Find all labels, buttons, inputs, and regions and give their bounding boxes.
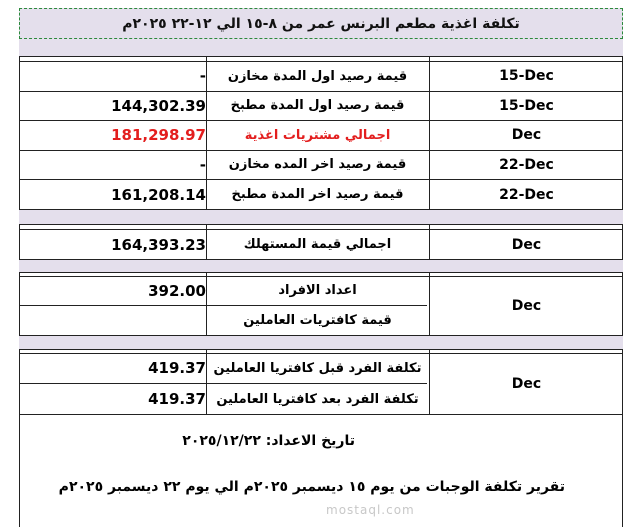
consumption-label: اجمالي قيمة المستهلك [243,237,392,252]
spacer-band [19,39,623,56]
row-value: 161,208.14 [111,185,206,204]
row-value: 144,302.39 [111,96,206,115]
report-summary: تقرير تكلفة الوجبات من يوم ١٥ ديسمبر ٢٠٢٥م الي يوم ٢٢ ديسمبر ٢٠٢٥م [58,479,565,495]
cost-before-label: تكلفة الفرد قبل كافتريا العاملين [213,360,422,376]
consumption-value: 164,393.23 [111,235,206,254]
cost-before-value: 419.37 [148,359,206,377]
date-cell: 22-Dec [499,156,554,173]
opening-closing-table [19,56,623,210]
spacer-band [19,210,623,224]
cost-after-value: 419.37 [148,390,206,408]
purchases-value: 181,298.97 [111,126,206,144]
cafeteria-label: قيمة كافتريات العاملين [243,313,392,328]
headcount-label: اعداد الافراد [278,283,357,298]
purchases-label: اجمالي مشتريات اغذية [244,127,391,143]
watermark: mostaql.com [326,503,415,517]
prep-date-value: ٢٠٢٥/١٢/٢٢ [182,433,261,449]
date-cell: Dec [511,127,542,143]
date-cell: Dec [511,298,542,314]
date-cell: 15-Dec [499,97,554,114]
row-label: قيمة رصيد اخر المده مخازن [228,157,407,172]
row-value: - [199,155,206,174]
per-person-table [19,349,623,415]
spacer-band [19,260,623,272]
cafeteria-value [20,305,218,336]
row-label: قيمة رصيد اول المدة مطبخ [230,98,405,113]
footer-area [19,415,623,527]
report-title: تكلفة اغذية مطعم البرنس عمر من ٨-١٥ الي ١٢-٢٢ ٢٠٢٥م [19,8,623,39]
date-cell: 22-Dec [499,186,554,203]
prep-date-line [125,433,355,449]
spacer-band [19,336,623,349]
date-cell: Dec [511,376,542,392]
date-cell: 15-Dec [499,68,554,84]
date-cell: Dec [511,236,542,253]
row-value: - [199,67,206,85]
row-label: قيمة رصيد اخر المدة مطبخ [231,187,404,202]
row-label: قيمة رصيد اول المدة مخازن [227,68,408,84]
prep-date-label: تاريخ الاعداد: [265,433,355,449]
headcount-table [19,272,623,336]
cost-after-label: تكلفة الفرد بعد كافتريا العاملين [216,391,419,407]
headcount-value: 392.00 [148,281,206,300]
consumption-table [19,224,623,260]
